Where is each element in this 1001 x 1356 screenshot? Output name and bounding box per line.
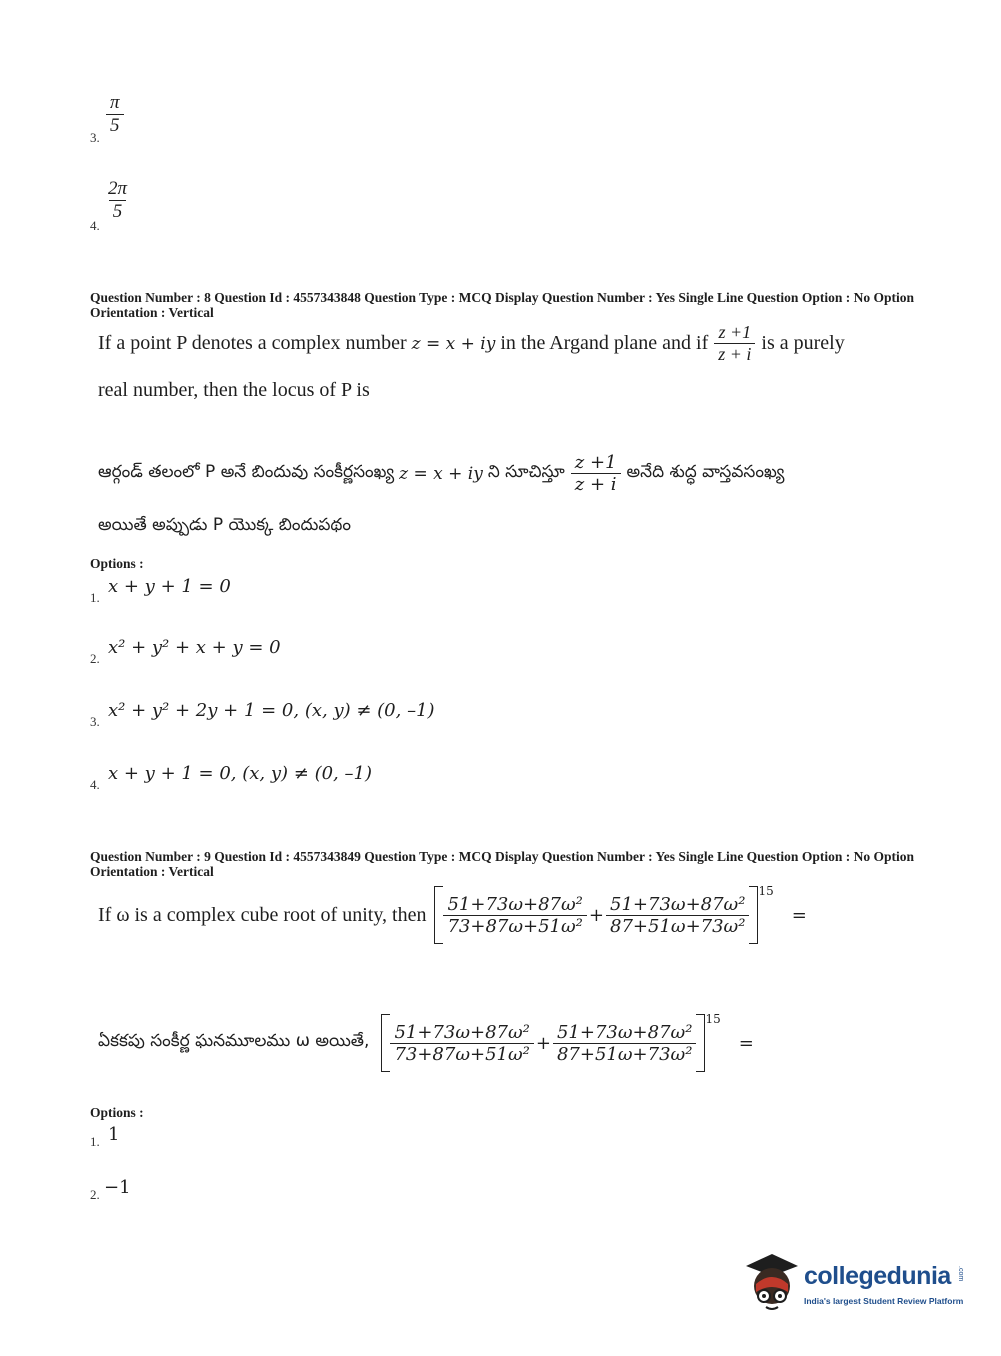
fraction-denominator: z + i — [571, 473, 621, 495]
mascot-icon — [742, 1252, 802, 1314]
fraction-numerator: z +1 — [574, 452, 617, 473]
option-text: 1 — [108, 1124, 120, 1145]
fraction-numerator: 51+73ω+87ω² — [610, 893, 746, 915]
plus-sign: + — [535, 1032, 551, 1054]
fraction-denominator: 5 — [109, 200, 127, 223]
collegedunia-logo — [742, 1250, 972, 1320]
fraction-numerator: 51+73ω+87ω² — [556, 1021, 693, 1043]
q9-expression — [434, 886, 806, 944]
option-number: 3. — [90, 714, 100, 729]
right-bracket — [749, 886, 758, 944]
q8-telugu-fraction — [571, 452, 621, 495]
logo-wordmark: collegedunia — [804, 1262, 951, 1290]
q9-telugu-fraction-1 — [390, 1022, 533, 1065]
fraction-denominator: 5 — [106, 114, 124, 137]
exponent: 15 — [758, 884, 774, 898]
fraction-numerator: 51+73ω+87ω² — [447, 893, 583, 915]
plus-sign: + — [588, 904, 604, 926]
equals-sign: = — [738, 1032, 754, 1054]
q9-telugu-expression — [381, 1014, 753, 1072]
left-bracket — [434, 886, 443, 944]
q9-fraction-1 — [443, 894, 586, 937]
q8-telugu-part1: ఆర్గండ్ తలంలో P అనే బిందువు సంకీర్ణసంఖ్య — [98, 461, 395, 482]
q9-english-text: If ω is a complex cube root of unity, then — [98, 903, 427, 926]
q8-text-part1: If a point P denotes a complex number — [98, 332, 407, 354]
q9-options-label: Options : — [90, 1105, 144, 1120]
fraction-denominator: z + i — [714, 343, 755, 365]
option-text: −1 — [104, 1177, 131, 1198]
exponent: 15 — [705, 1012, 721, 1026]
option-fraction — [106, 92, 124, 137]
q8-text-part2: in the Argand plane and if — [500, 332, 709, 354]
q8-telugu-z-expression: z = x + iy — [399, 463, 483, 484]
option-text: x + y + 1 = 0 — [108, 576, 231, 597]
q8-telugu-part3: అనేది శుద్ధ వాస్తవసంఖ్య — [626, 461, 785, 482]
fraction-numerator: z +1 — [718, 322, 752, 342]
q9-fraction-2 — [606, 894, 749, 937]
q8-telugu-line2: అయితే అప్పుడు P యొక్క బిందుపథం — [98, 515, 352, 535]
q9-telugu-fraction-2 — [553, 1022, 696, 1065]
option-text: x² + y² + 2y + 1 = 0, (x, y) ≠ (0, –1) — [108, 700, 435, 721]
q8-meta: Question Number : 8 Question Id : 4557343848 Question Type : MCQ Display Question Number : Yes Single Line Question Option : No Option Orientation : Vertical — [90, 290, 914, 320]
q8-telugu-part2: ని సూచిస్తూ — [487, 461, 565, 482]
right-bracket — [696, 1014, 705, 1072]
fraction-numerator: 2π — [108, 178, 128, 199]
option-number: 4. — [90, 218, 100, 233]
q8-telugu-line1 — [98, 452, 784, 495]
option-number: 2. — [90, 651, 100, 666]
left-bracket — [381, 1014, 390, 1072]
q8-z-expression: z = x + iy — [411, 333, 496, 354]
fraction-numerator: 51+73ω+87ω² — [394, 1021, 530, 1043]
q9-telugu-line — [98, 1014, 754, 1072]
option-text: x + y + 1 = 0, (x, y) ≠ (0, –1) — [108, 763, 372, 784]
option-number: 4. — [90, 777, 100, 792]
q8-text-part3: is a purely — [761, 332, 845, 354]
fraction-numerator: π — [110, 92, 120, 113]
fraction-denominator: 73+87ω+51ω² — [443, 915, 586, 937]
logo-domain-suffix: .com — [957, 1266, 964, 1282]
q8-english-line1 — [98, 322, 845, 365]
logo-tagline: India's largest Student Review Platform — [804, 1296, 964, 1306]
fraction-denominator: 73+87ω+51ω² — [390, 1043, 533, 1065]
option-fraction — [104, 178, 131, 223]
equals-sign: = — [791, 904, 807, 926]
q8-options-label: Options : — [90, 556, 144, 571]
q9-meta: Question Number : 9 Question Id : 4557343849 Question Type : MCQ Display Question Number : Yes Single Line Question Option : No Option Orientation : Vertical — [90, 849, 914, 879]
q9-english-line — [98, 886, 807, 944]
q8-fraction — [714, 322, 755, 365]
option-number: 3. — [90, 130, 100, 145]
option-number: 1. — [90, 1134, 100, 1149]
q8-english-line2: real number, then the locus of P is — [98, 379, 370, 401]
option-number: 2. — [90, 1187, 100, 1202]
fraction-denominator: 87+51ω+73ω² — [606, 915, 749, 937]
fraction-denominator: 87+51ω+73ω² — [553, 1043, 696, 1065]
option-number: 1. — [90, 590, 100, 605]
option-text: x² + y² + x + y = 0 — [108, 637, 281, 658]
q9-telugu-text: ఏకకపు సంకీర్ణ ఘనమూలము ω అయితే, — [98, 1031, 370, 1051]
